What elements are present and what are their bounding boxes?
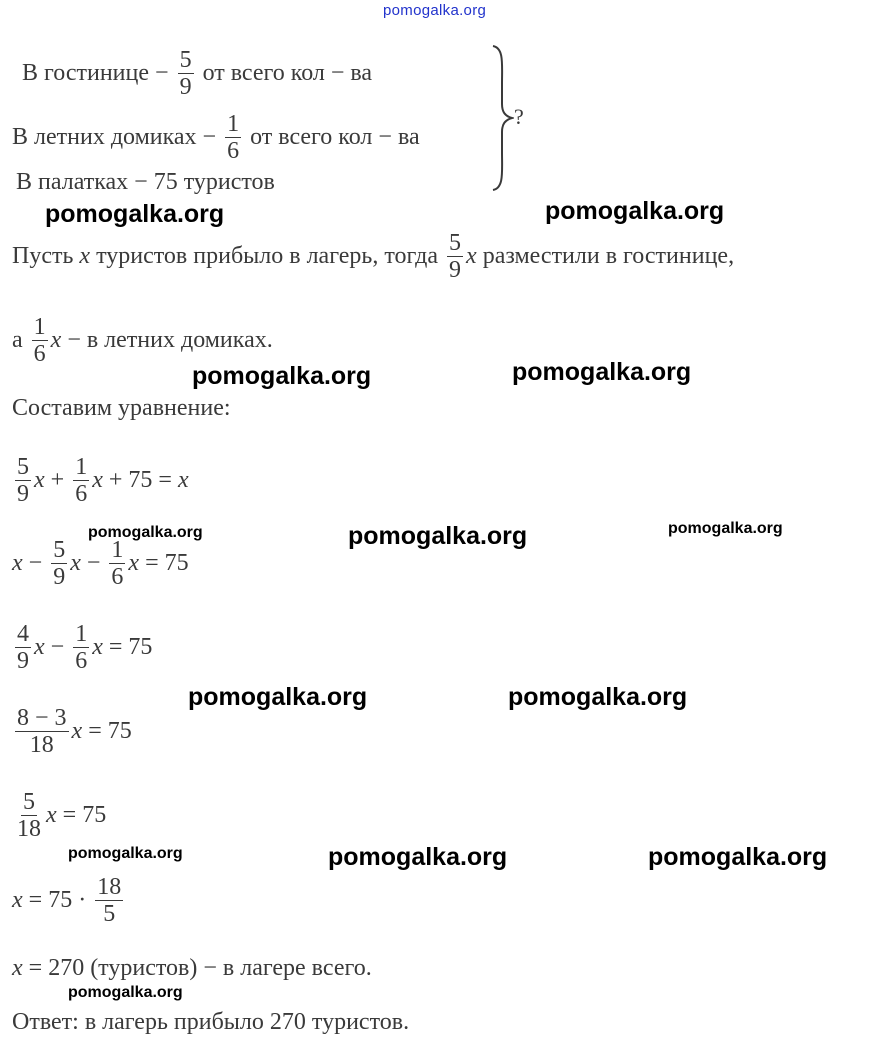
numerator: 1	[75, 453, 88, 480]
variable: x	[50, 326, 62, 353]
fraction	[15, 622, 31, 673]
text: = 75 ·	[22, 886, 93, 913]
watermark-top: pomogalka.org	[383, 2, 487, 19]
variable: x	[128, 549, 140, 576]
text: Пусть	[12, 242, 80, 269]
watermark: pomogalka.org	[648, 843, 828, 871]
variable: x	[466, 242, 477, 269]
variable: x	[71, 717, 83, 744]
text: В гостинице −	[22, 59, 175, 86]
fraction	[32, 315, 48, 366]
denominator: 6	[227, 137, 240, 164]
variable: x	[92, 633, 103, 660]
denominator: 18	[29, 731, 54, 758]
variable: x	[177, 466, 189, 493]
text: Составим уравнение:	[12, 394, 231, 421]
text: = 75	[56, 801, 107, 828]
text: −	[22, 549, 49, 576]
text: = 270 (туристов) − в лагере всего.	[22, 954, 372, 981]
equation-7	[12, 940, 372, 996]
denominator: 6	[75, 647, 88, 674]
numerator: 1	[227, 110, 240, 137]
text: от всего кол − ва	[196, 59, 373, 86]
fraction	[15, 790, 43, 841]
fraction	[73, 455, 89, 506]
watermark: pomogalka.org	[512, 358, 692, 386]
fraction	[447, 231, 463, 282]
text: Ответ: в лагерь прибыло 270 туристов.	[12, 1008, 410, 1035]
denominator: 9	[17, 647, 29, 674]
fraction	[51, 538, 67, 589]
text: туристов прибыло в лагерь, тогда	[90, 242, 445, 269]
denominator: 6	[33, 340, 46, 367]
watermark: pomogalka.org	[668, 520, 783, 537]
numerator: 5	[179, 46, 192, 73]
text: + 75 =	[102, 466, 178, 493]
fraction	[15, 455, 31, 506]
variable: x	[12, 549, 23, 576]
denominator: 9	[53, 563, 66, 590]
variable: x	[34, 466, 45, 493]
fraction	[15, 706, 69, 757]
equation-1	[12, 452, 189, 508]
equation-2	[12, 535, 189, 591]
watermark: pomogalka.org	[68, 984, 183, 1001]
text: а	[12, 326, 29, 353]
numerator: 18	[97, 873, 122, 900]
equation-4	[12, 703, 132, 759]
equation-3	[12, 619, 152, 675]
watermark: pomogalka.org	[508, 683, 688, 711]
fraction	[178, 48, 194, 99]
denominator: 6	[111, 563, 124, 590]
text: − в летних домиках.	[61, 326, 273, 353]
fraction	[73, 622, 89, 673]
watermark: pomogalka.org	[192, 362, 372, 390]
numerator: 5	[17, 453, 29, 480]
text: В летних домиках −	[12, 123, 223, 150]
numerator: 1	[33, 313, 46, 340]
text: от всего кол − ва	[244, 123, 420, 150]
let-statement-2	[12, 312, 273, 368]
denominator: 9	[449, 256, 462, 283]
text: −	[80, 549, 107, 576]
text: +	[44, 466, 71, 493]
denominator: 9	[179, 73, 192, 100]
watermark: pomogalka.org	[328, 843, 508, 871]
numerator: 5	[53, 536, 66, 563]
condition-hotel	[22, 45, 372, 101]
text: −	[44, 633, 71, 660]
fraction	[95, 875, 123, 926]
variable: x	[34, 633, 45, 660]
variable: x	[12, 954, 23, 981]
text: В палатках − 75 туристов	[16, 168, 275, 195]
watermark: pomogalka.org	[545, 197, 725, 225]
watermark: pomogalka.org	[348, 522, 528, 550]
numerator: 8 − 3	[17, 704, 67, 731]
numerator: 1	[75, 620, 88, 647]
variable: x	[79, 242, 91, 269]
numerator: 5	[449, 229, 462, 256]
watermark: pomogalka.org	[45, 200, 225, 228]
question-mark: ?	[514, 104, 524, 129]
variable: x	[12, 886, 23, 913]
numerator: 4	[17, 620, 29, 647]
let-statement	[12, 228, 734, 284]
curly-brace-icon	[490, 44, 514, 192]
denominator: 18	[17, 815, 41, 842]
text: = 75	[139, 549, 189, 576]
denominator: 9	[17, 480, 29, 507]
numerator: 1	[111, 536, 124, 563]
fraction	[109, 538, 125, 589]
denominator: 6	[75, 480, 88, 507]
equation-6	[12, 872, 126, 928]
watermark: pomogalka.org	[188, 683, 368, 711]
watermark: pomogalka.org	[88, 524, 203, 541]
denominator: 5	[103, 900, 116, 927]
text: = 75	[82, 717, 132, 744]
variable: x	[70, 549, 81, 576]
variable: x	[92, 466, 103, 493]
watermark: pomogalka.org	[68, 845, 183, 862]
text: = 75	[102, 633, 153, 660]
text: разместили в гостинице,	[476, 242, 735, 269]
answer	[12, 994, 409, 1050]
numerator: 5	[23, 788, 35, 815]
equation-5	[12, 787, 106, 843]
variable: x	[46, 801, 57, 828]
